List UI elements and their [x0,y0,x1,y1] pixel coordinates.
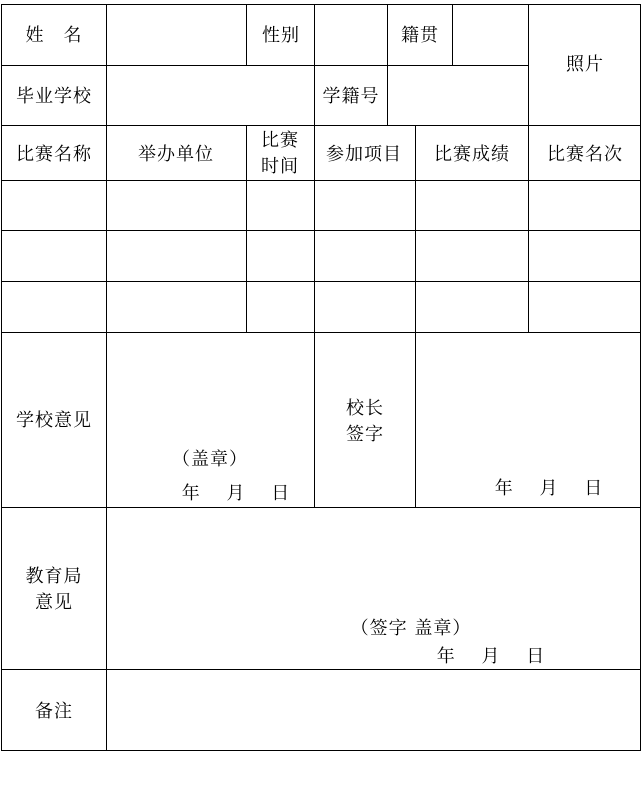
header-score: 比赛成绩 [434,144,510,165]
header-competition-name: 比赛名称 [16,144,92,165]
school-label: 毕业学校 [16,86,92,107]
header-time-line2: 时间 [261,156,299,177]
remarks-field[interactable] [107,670,640,750]
principal-date-text: 年 月 日 [494,478,604,499]
name-field[interactable] [107,5,246,65]
table-row[interactable] [2,181,640,230]
table-col-line [314,65,315,126]
principal-sign-line1: 校长 [346,398,384,419]
table-border-left [1,4,2,751]
bureau-date-text: 年 月 日 [436,646,546,667]
header-event: 参加项目 [326,144,402,165]
bureau-opinion-label-line2: 意见 [35,592,73,613]
origin-field[interactable] [453,5,528,65]
name-label: 姓 名 [25,25,83,46]
remarks-label: 备注 [35,701,73,722]
bureau-opinion-field[interactable] [107,508,640,669]
gender-label: 性别 [262,25,300,46]
table-border-right [640,4,641,751]
photo-area[interactable] [529,5,640,125]
bureau-opinion-label-line1: 教育局 [25,566,83,587]
table-col-line [246,4,247,66]
table-border-bottom [1,750,641,751]
principal-sign-line2: 签字 [346,424,384,445]
gender-field[interactable] [315,5,387,65]
header-organizer: 举办单位 [138,144,214,165]
origin-label: 籍贯 [401,25,439,46]
student-id-field[interactable] [388,66,528,125]
table-row-line [1,125,641,126]
header-rank: 比赛名次 [547,144,623,165]
school-date-text: 年 月 日 [181,483,291,504]
table-row[interactable] [2,231,640,281]
photo-label: 照片 [566,54,604,75]
table-row[interactable] [2,282,640,332]
school-opinion-field[interactable] [107,333,314,507]
student-id-label: 学籍号 [322,86,380,107]
school-seal-text: （盖章） [172,449,248,470]
school-field[interactable] [107,66,314,125]
bureau-seal-text: （签字 盖章） [350,618,472,639]
header-time-line1: 比赛 [261,130,299,151]
school-opinion-label: 学校意见 [16,410,92,431]
